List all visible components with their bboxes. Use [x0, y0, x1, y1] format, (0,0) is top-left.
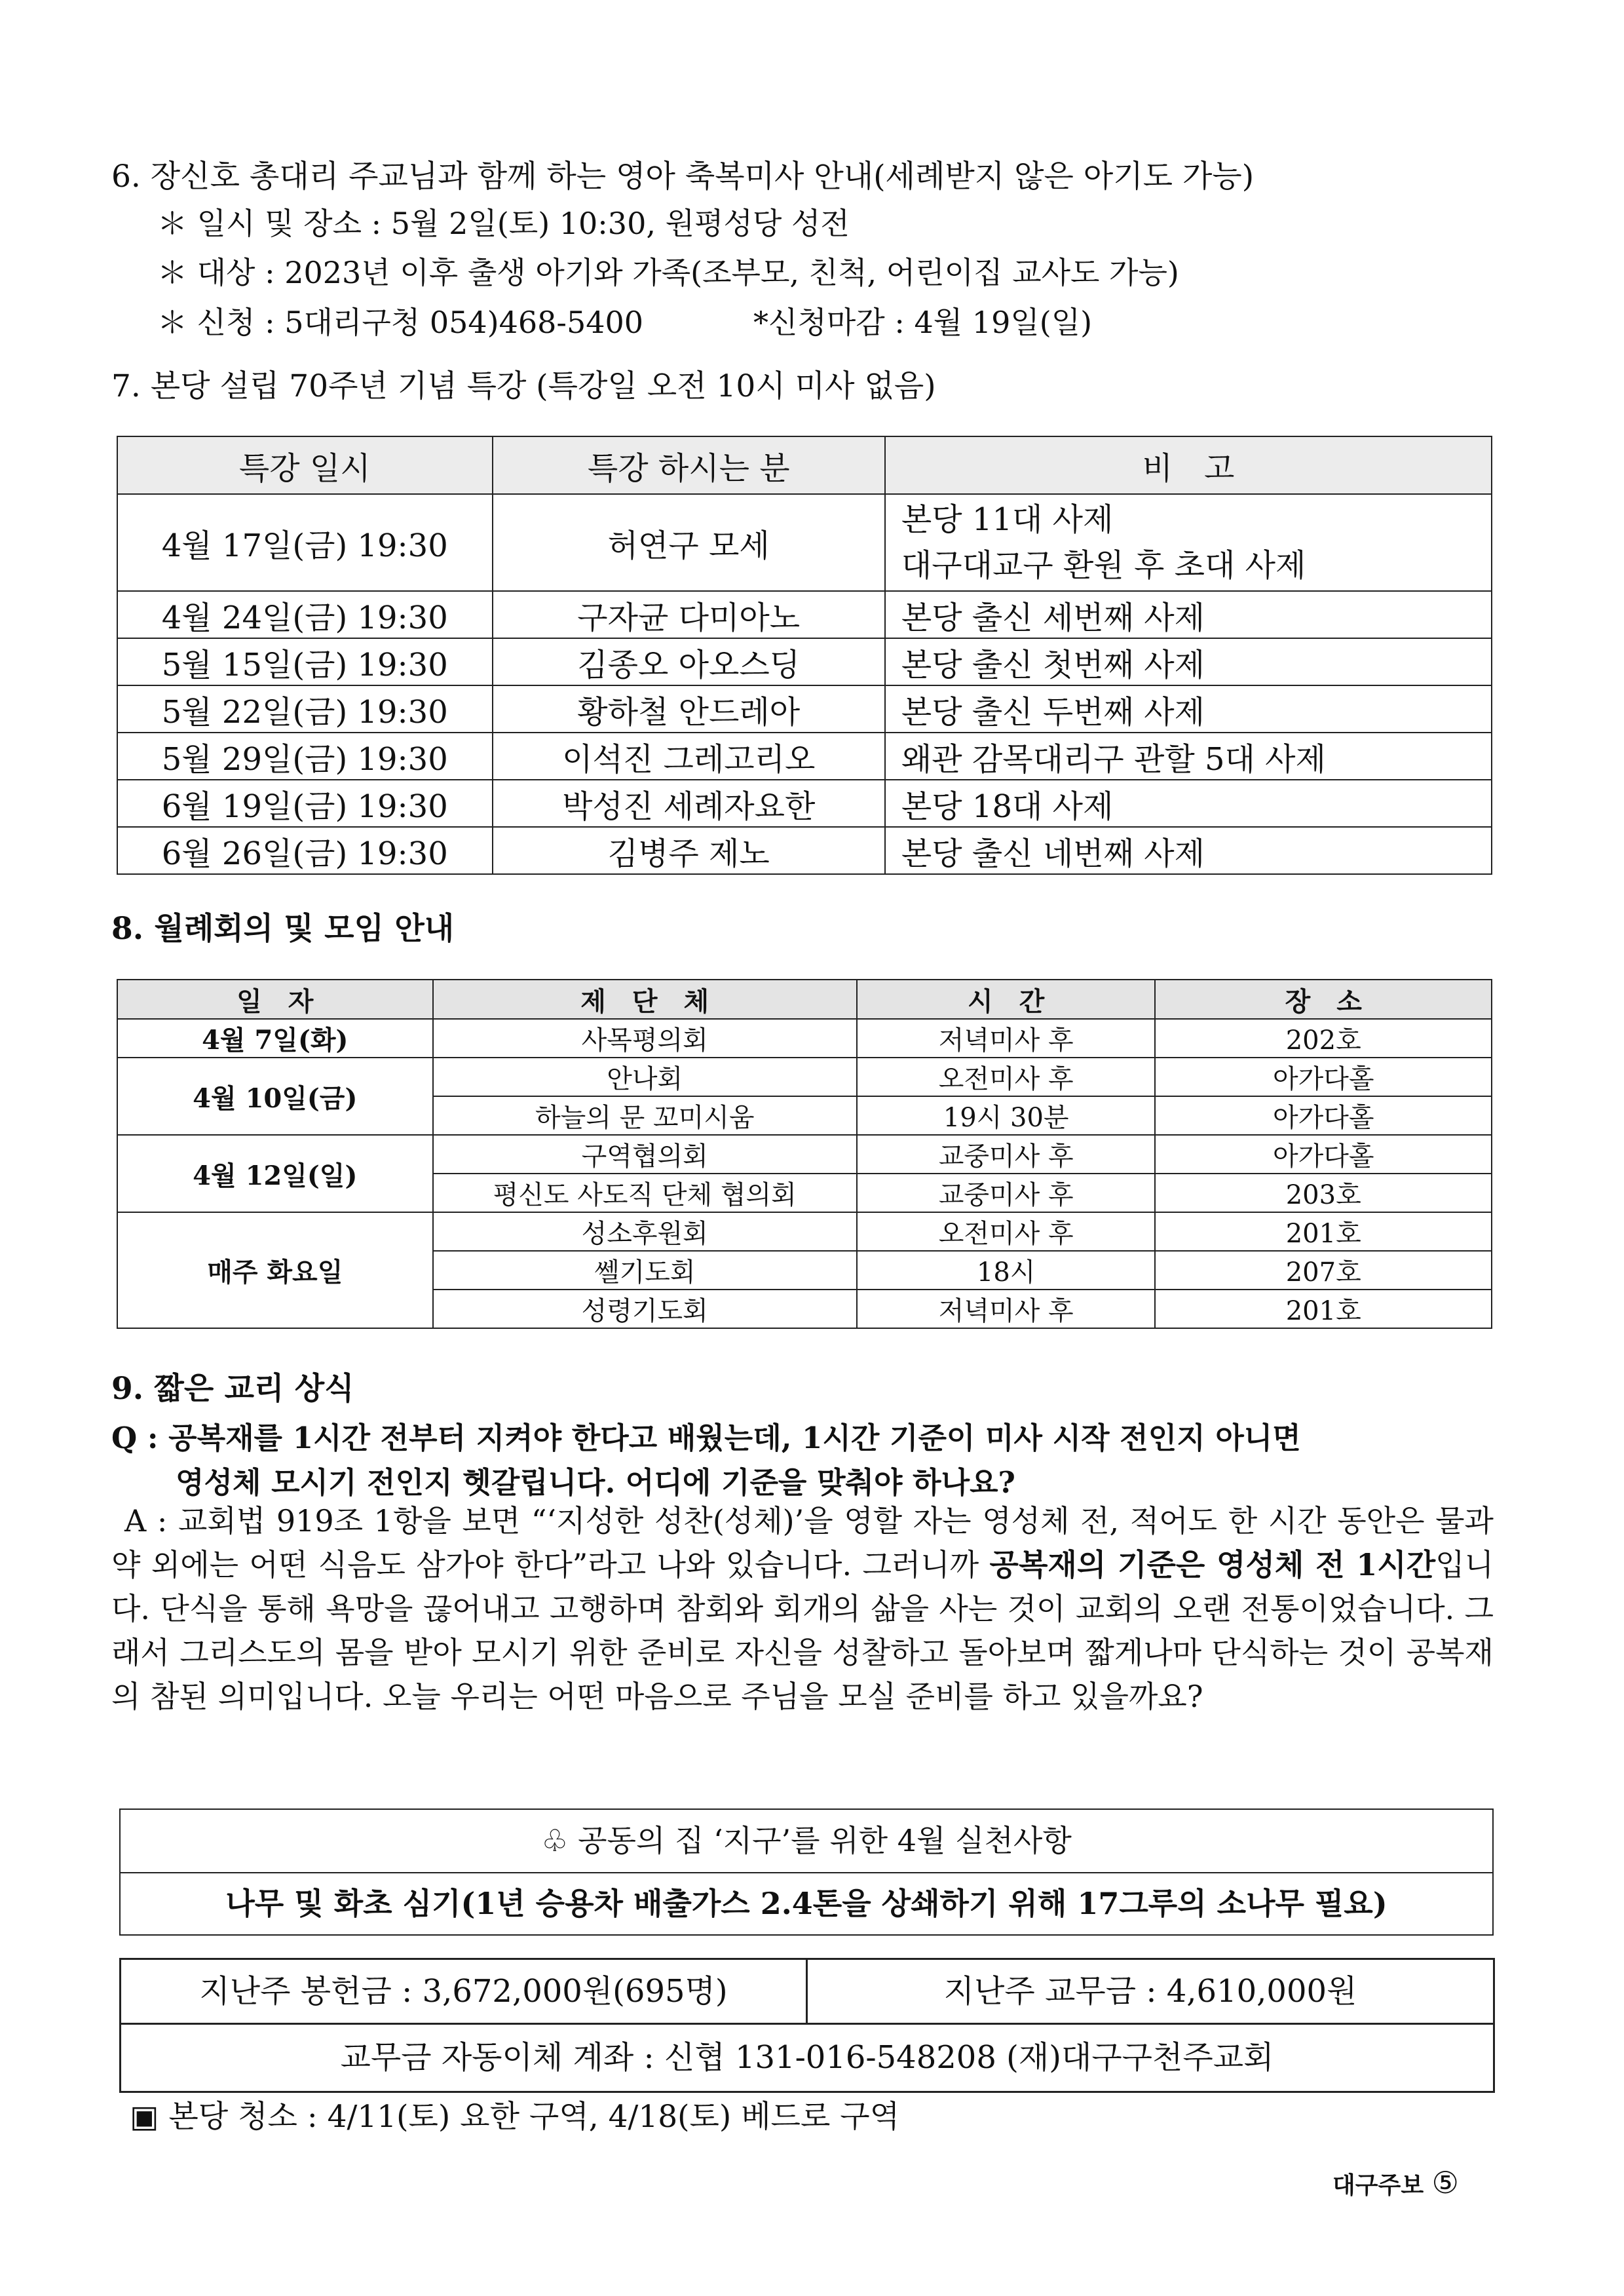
lecture-note: 본당 출신 네번째 사제	[885, 827, 1492, 874]
meeting-date: 4월 7일(화)	[117, 1019, 433, 1058]
meeting-header-time: 시 간	[857, 980, 1156, 1019]
meeting-header-group: 제 단 체	[433, 980, 857, 1019]
earth-practice-box	[119, 1808, 1494, 1936]
lecture-date: 6월 19일(금) 19:30	[117, 780, 493, 827]
meeting-place: 201호	[1155, 1290, 1492, 1328]
lecture-date: 5월 22일(금) 19:30	[117, 685, 493, 733]
lecture-row	[117, 638, 1492, 685]
meeting-table	[117, 979, 1492, 1329]
lecture-note: 본당 출신 두번째 사제	[885, 685, 1492, 733]
meeting-group: 하늘의 문 꼬미시움	[433, 1096, 857, 1135]
meeting-group: 성소후원회	[433, 1212, 857, 1251]
question-line1: Q : 공복재를 1시간 전부터 지켜야 한다고 배웠는데, 1시간 기준이 미사 시작 전인지 아니면	[111, 1421, 1301, 1455]
lecture-speaker: 구자균 다미아노	[493, 591, 885, 638]
question-line2: 영성체 모시기 전인지 헷갈립니다. 어디에 기준을 맞춰야 하나요?	[176, 1465, 1015, 1500]
meeting-group: 안나회	[433, 1058, 857, 1096]
answer-part1: A : 교회법 919조 1항을 보면 “‘지성한 성찬(성체)’을 영할 자는 영성체 전, 적어도 한 시간 동안은 물과 약 외에는 어떤 식음도 삼가야 한다”라고 나와 있습니다. 그러니까	[111, 1503, 1494, 1582]
section-6-schedule: ＊ 일시 및 장소 : 5월 2일(토) 10:30, 원평성당 성전	[157, 206, 850, 241]
meeting-date: 4월 10일(금)	[117, 1058, 433, 1135]
section-6-target: ＊ 대상 : 2023년 이후 출생 아기와 가족(조부모, 친척, 어린이집 교사도 가능)	[157, 255, 1179, 290]
footer	[1332, 2165, 1459, 2200]
meeting-place: 아가다홀	[1155, 1058, 1492, 1096]
meeting-time: 저녁미사 후	[857, 1290, 1156, 1328]
meeting-place: 201호	[1155, 1212, 1492, 1251]
meeting-date: 4월 12일(일)	[117, 1135, 433, 1212]
earth-practice-body: 나무 및 화초 심기(1년 승용차 배출가스 2.4톤을 상쇄하기 위해 17그루의 소나무 필요)	[225, 1886, 1388, 1921]
lecture-header-row	[117, 436, 1492, 494]
section-6-apply: ＊ 신청 : 5대리구청 054)468-5400	[157, 305, 644, 340]
lecture-row	[117, 685, 1492, 733]
lecture-note-line2: 대구대교구 환원 후 초대 사제	[901, 547, 1306, 584]
meeting-place: 202호	[1155, 1019, 1492, 1058]
lecture-note: 본당 출신 첫번째 사제	[885, 638, 1492, 685]
section-8-title: 8. 월례회의 및 모임 안내	[111, 911, 455, 947]
account-cell: 교무금 자동이체 계좌 : 신협 131-016-548208 (재)대구구천주교회	[340, 2039, 1274, 2076]
section-6-title: 6. 장신호 총대리 주교님과 함께 하는 영아 축복미사 안내(세례받지 않은 아기도 가능)	[111, 159, 1255, 195]
meeting-time: 19시 30분	[857, 1096, 1156, 1135]
meeting-time: 18시	[857, 1251, 1156, 1290]
lecture-speaker: 황하철 안드레아	[493, 685, 885, 733]
meeting-group: 평신도 사도직 단체 협의회	[433, 1174, 857, 1212]
lecture-date: 5월 15일(금) 19:30	[117, 638, 493, 685]
offering-cell: 지난주 봉헌금 : 3,672,000원(695명)	[121, 1960, 808, 2025]
lecture-speaker: 박성진 세례자요한	[493, 780, 885, 827]
finance-box	[119, 1958, 1495, 2093]
cleaning-notice: ▣ 본당 청소 : 4/11(토) 요한 구역, 4/18(토) 베드로 구역	[130, 2099, 900, 2135]
answer-paragraph	[111, 1499, 1494, 1719]
lecture-row	[117, 591, 1492, 638]
lecture-date: 4월 17일(금) 19:30	[117, 494, 493, 591]
meeting-group: 쎌기도회	[433, 1251, 857, 1290]
meeting-group: 사목평의회	[433, 1019, 857, 1058]
meeting-group: 구역협의회	[433, 1135, 857, 1174]
lecture-note: 본당 18대 사제	[885, 780, 1492, 827]
lecture-table	[117, 436, 1492, 875]
meeting-place: 아가다홀	[1155, 1135, 1492, 1174]
meeting-row	[117, 1058, 1492, 1096]
lecture-date: 5월 29일(금) 19:30	[117, 733, 493, 780]
meeting-header-place: 장 소	[1155, 980, 1492, 1019]
lecture-speaker: 허연구 모세	[493, 494, 885, 591]
lecture-speaker: 김병주 제노	[493, 827, 885, 874]
meeting-row	[117, 1135, 1492, 1174]
footer-label: 대구주보	[1332, 2172, 1424, 2199]
lecture-note-line1: 본당 11대 사제	[901, 501, 1114, 538]
meeting-header-date: 일 자	[117, 980, 433, 1019]
lecture-row	[117, 827, 1492, 874]
section-7-title: 7. 본당 설립 70주년 기념 특강 (특강일 오전 10시 미사 없음)	[111, 368, 936, 404]
meeting-row	[117, 1212, 1492, 1251]
lecture-date: 4월 24일(금) 19:30	[117, 591, 493, 638]
meeting-place: 203호	[1155, 1174, 1492, 1212]
lecture-speaker: 김종오 아오스딩	[493, 638, 885, 685]
lecture-header-date: 특강 일시	[117, 436, 493, 494]
meeting-date: 매주 화요일	[117, 1212, 433, 1328]
lecture-row	[117, 494, 1492, 591]
meeting-time: 오전미사 후	[857, 1058, 1156, 1096]
meeting-time: 오전미사 후	[857, 1212, 1156, 1251]
answer-part2: 입니다. 단식을 통해 욕망을 끊어내고 고행하며 참회와 회개의 삶을 사는 것이 교회의 오랜 전통이었습니다. 그래서 그리스도의 몸을 받아 모시기 위한 준비로 자신을 성찰하고 돌아보며 짧게나마 단식하는 것이 공복재의 참된 의미입니다. 오늘 우리는 어떤 마음으로 주님을 모실 준비를 하고 있을까요?	[111, 1547, 1494, 1714]
meeting-place: 아가다홀	[1155, 1096, 1492, 1135]
section-6-deadline: *신청마감 : 4월 19일(일)	[753, 305, 1093, 340]
lecture-row	[117, 733, 1492, 780]
lecture-speaker: 이석진 그레고리오	[493, 733, 885, 780]
lecture-header-note: 비 고	[885, 436, 1492, 494]
meeting-row	[117, 1019, 1492, 1058]
meeting-time: 저녁미사 후	[857, 1019, 1156, 1058]
meeting-time: 교중미사 후	[857, 1174, 1156, 1212]
lecture-note: 본당 출신 세번째 사제	[885, 591, 1492, 638]
lecture-note	[885, 494, 1492, 591]
lecture-note: 왜관 감목대리구 관할 5대 사제	[885, 733, 1492, 780]
meeting-place: 207호	[1155, 1251, 1492, 1290]
meeting-group: 성령기도회	[433, 1290, 857, 1328]
lecture-date: 6월 26일(금) 19:30	[117, 827, 493, 874]
lecture-row	[117, 780, 1492, 827]
lecture-header-speaker: 특강 하시는 분	[493, 436, 885, 494]
dues-cell: 지난주 교무금 : 4,610,000원	[808, 1960, 1493, 2025]
meeting-time: 교중미사 후	[857, 1135, 1156, 1174]
answer-bold: 공복재의 기준은 영성체 전 1시간	[989, 1547, 1436, 1582]
section-9-title: 9. 짧은 교리 상식	[111, 1371, 354, 1407]
page-number: ⑤	[1431, 2165, 1459, 2200]
meeting-header-row	[117, 980, 1492, 1019]
earth-practice-title: 공동의 집 ‘지구’를 위한 4월 실천사항	[578, 1823, 1072, 1858]
earth-practice-header	[121, 1810, 1492, 1873]
clover-icon: ♧	[541, 1823, 569, 1858]
